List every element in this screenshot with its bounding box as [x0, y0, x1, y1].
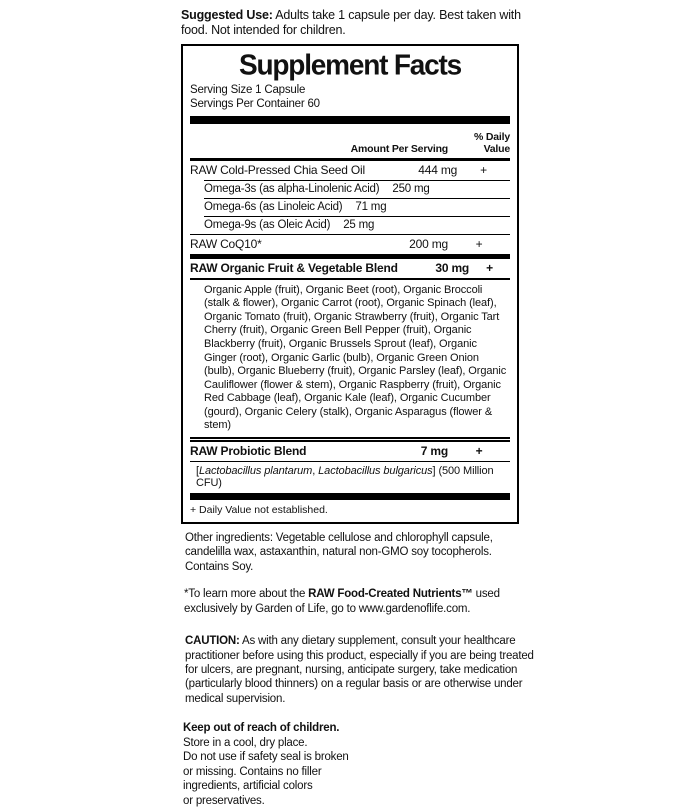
- nutrient-row-chia: [190, 161, 510, 180]
- keep-out-note: Keep out of reach of children.: [183, 722, 340, 735]
- probiotic-cfu: ] (500 Million CFU): [196, 464, 494, 489]
- nutrient-name: RAW Organic Fruit & Vegetable Blend: [190, 261, 398, 276]
- column-header-row: [190, 124, 510, 158]
- nutrient-name: Omega-3s (as alpha-Linolenic Acid): [204, 183, 380, 196]
- nutrient-daily-value: +: [475, 444, 483, 459]
- learn-more-brand: RAW Food-Created Nutrients™: [308, 588, 473, 601]
- divider-thick: [190, 116, 510, 124]
- nutrient-row-probiotic-blend: [190, 442, 510, 461]
- suggested-use: [181, 8, 537, 39]
- caution-text: As with any dietary supplement, consult your healthcare practitioner before using this product, especially if you are being treated for ulcers, are pregnant, nursing, anticipate surgery, take medication (particularly blood thinners) on a regular basis or are otherwise under medical supervision.: [185, 635, 534, 705]
- suggested-use-text: Adults take 1 capsule per day. Best taken with food. Not intended for children.: [181, 8, 521, 38]
- nutrient-name: RAW Cold-Pressed Chia Seed Oil: [190, 163, 365, 178]
- nutrient-amount: 25 mg: [343, 219, 375, 232]
- nutrient-amount: 30 mg: [435, 261, 470, 276]
- nutrient-amount: 200 mg: [409, 237, 448, 252]
- column-header-daily-value: % Daily Value: [474, 130, 510, 155]
- learn-more-prefix: *To learn more about the: [184, 588, 309, 601]
- nutrient-row-coq10: [190, 235, 510, 254]
- caution-note: [181, 634, 535, 706]
- storage-line: or missing. Contains no filler: [183, 765, 322, 778]
- nutrient-amount: 71 mg: [355, 201, 387, 214]
- nutrient-amount: 444 mg: [418, 163, 458, 178]
- nutrient-name: RAW Probiotic Blend: [190, 444, 307, 459]
- panel-title: Supplement Facts: [239, 47, 461, 81]
- probiotic-bracket-open: [: [196, 464, 199, 477]
- servings-per-container: Servings Per Container 60: [190, 98, 320, 111]
- nutrient-name: RAW CoQ10*: [190, 237, 262, 252]
- probiotic-detail: [196, 462, 510, 493]
- nutrient-subrow-omega6: [204, 199, 510, 216]
- nutrient-subrow-omega9: [204, 217, 510, 234]
- learn-more-suffix: used exclusively by Garden of Life, go to www.gardenoflife.com.: [184, 588, 500, 615]
- storage-line: or preservatives.: [183, 794, 265, 807]
- probiotic-species-2: Lactobacillus bulgaricus: [318, 464, 433, 477]
- probiotic-separator: ,: [312, 464, 319, 477]
- caution-label: CAUTION:: [185, 635, 240, 648]
- storage-line: Store in a cool, dry place.: [183, 736, 308, 749]
- nutrient-amount: 7 mg: [420, 444, 448, 459]
- nutrient-amount: 250 mg: [392, 183, 430, 196]
- label-page: [181, 8, 537, 808]
- storage-line: ingredients, artificial colors: [183, 780, 313, 793]
- nutrient-daily-value: +: [480, 163, 487, 178]
- nutrient-daily-value: +: [486, 261, 493, 276]
- suggested-use-label: Suggested Use:: [181, 8, 273, 22]
- column-header-amount: Amount Per Serving: [350, 142, 448, 155]
- storage-line: Do not use if safety seal is broken: [183, 751, 349, 764]
- nutrient-name: Omega-6s (as Linoleic Acid): [204, 201, 343, 214]
- divider-thick: [190, 493, 510, 500]
- other-ingredients: Other ingredients: Vegetable cellulose and chlorophyll capsule, candelilla wax, astaxanthin, natural non-GMO soy tocopherols. Contains Soy.: [185, 531, 493, 573]
- nutrient-name: Omega-9s (as Oleic Acid): [204, 219, 331, 232]
- learn-more-note: [181, 587, 531, 616]
- nutrient-row-fruit-veg-blend: [190, 259, 510, 278]
- serving-size: Serving Size 1 Capsule: [190, 83, 306, 96]
- probiotic-species-1: Lactobacillus plantarum: [198, 464, 313, 477]
- nutrient-daily-value: +: [475, 237, 483, 252]
- fruit-veg-ingredients: Organic Apple (fruit), Organic Beet (root), Organic Broccoli (stalk & flower), Organic Carrot (root), Organic Spinach (leaf), Organic Tomato (fruit), Organic Strawberry (fruit), Organic Tart Cherry (fruit), Organic Green Bell Pepper (fruit), Organic Blackberry (fruit), Organic Brussels Sprout (leaf), Organic Ginger (root), Organic Garlic (bulb), Organic Green Onion (bulb), Organic Blueberry (fruit), Organic Parsley (leaf), Organic Cauliflower (flower & stem), Organic Raspberry (fruit), Organic Red Cabbage (leaf), Organic Kale (leaf), Organic Cucumber (gourd), Organic Celery (stalk), Organic Asparagus (flower & stem): [204, 283, 507, 432]
- supplement-facts-panel: [181, 44, 519, 524]
- nutrient-subrow-omega3: [204, 181, 510, 198]
- storage-note: [181, 736, 537, 808]
- daily-value-footnote: + Daily Value not established.: [190, 503, 328, 516]
